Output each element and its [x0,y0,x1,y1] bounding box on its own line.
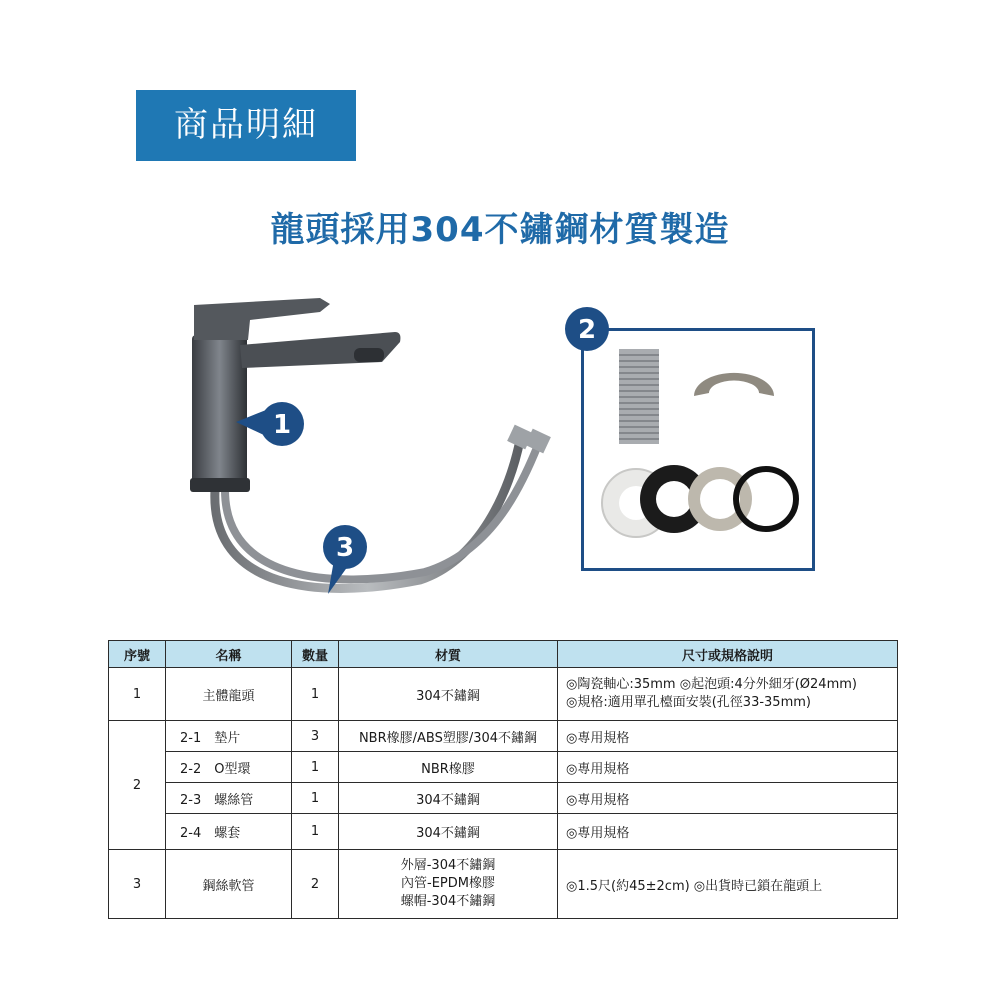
table-header-row [109,641,898,668]
callout-3 [320,524,370,596]
cell-qty: 1 [292,814,339,850]
section-title-badge: 商品明細 [136,90,356,161]
callout-1-label: 1 [272,410,292,440]
material-line-1: 外層-304不鏽鋼 [400,858,496,873]
col-header-spec: 尺寸或規格說明 [558,641,898,668]
faucet-image [170,290,570,610]
cell-name: 鋼絲軟管 [166,850,292,919]
callout-2 [564,306,610,352]
col-header-name: 名稱 [166,641,292,668]
accessory-parts-image [584,331,812,568]
cell-material: NBR橡膠 [339,752,558,783]
cell-spec [558,668,898,721]
cell-qty: 1 [292,668,339,721]
cell-no: 2 [109,721,166,850]
parts-detail-box [581,328,815,571]
cell-name: 2-3 螺絲管 [166,783,292,814]
table-row [109,814,898,850]
cell-no: 1 [109,668,166,721]
table-row [109,783,898,814]
col-header-qty: 數量 [292,641,339,668]
spec-line-1: ◎陶瓷軸心:35mm ◎起泡頭:4分外細牙(Ø24mm) [566,677,857,692]
cell-material [339,850,558,919]
cell-material: 304不鏽鋼 [339,814,558,850]
col-header-no: 序號 [109,641,166,668]
cell-spec: ◎專用規格 [558,783,898,814]
callout-3-label: 3 [335,533,355,563]
material-line-2: 內管-EPDM橡膠 [401,876,495,891]
table-row [109,721,898,752]
cell-qty: 1 [292,783,339,814]
table-row [109,668,898,721]
material-line-3: 螺帽-304不鏽鋼 [400,894,496,909]
cell-name: 2-2 O型環 [166,752,292,783]
cell-qty: 3 [292,721,339,752]
callout-1 [236,402,306,448]
col-header-material: 材質 [339,641,558,668]
callout-2-label: 2 [577,315,597,345]
cell-qty: 1 [292,752,339,783]
cell-material: NBR橡膠/ABS塑膠/304不鏽鋼 [339,721,558,752]
cell-material: 304不鏽鋼 [339,783,558,814]
cell-name: 2-1 墊片 [166,721,292,752]
table-row [109,850,898,919]
cell-no: 3 [109,850,166,919]
headline: 龍頭採用304不鏽鋼材質製造 [270,210,730,250]
table-row [109,752,898,783]
cell-name: 主體龍頭 [166,668,292,721]
cell-spec: ◎專用規格 [558,721,898,752]
cell-qty: 2 [292,850,339,919]
cell-material: 304不鏽鋼 [339,668,558,721]
cell-spec: ◎專用規格 [558,814,898,850]
spec-line-2: ◎規格:適用單孔檯面安裝(孔徑33-35mm) [566,695,811,710]
cell-spec: ◎專用規格 [558,752,898,783]
cell-name: 2-4 螺套 [166,814,292,850]
cell-spec: ◎1.5尺(約45±2cm) ◎出貨時已鎖在龍頭上 [558,850,898,919]
spec-table [108,640,898,919]
